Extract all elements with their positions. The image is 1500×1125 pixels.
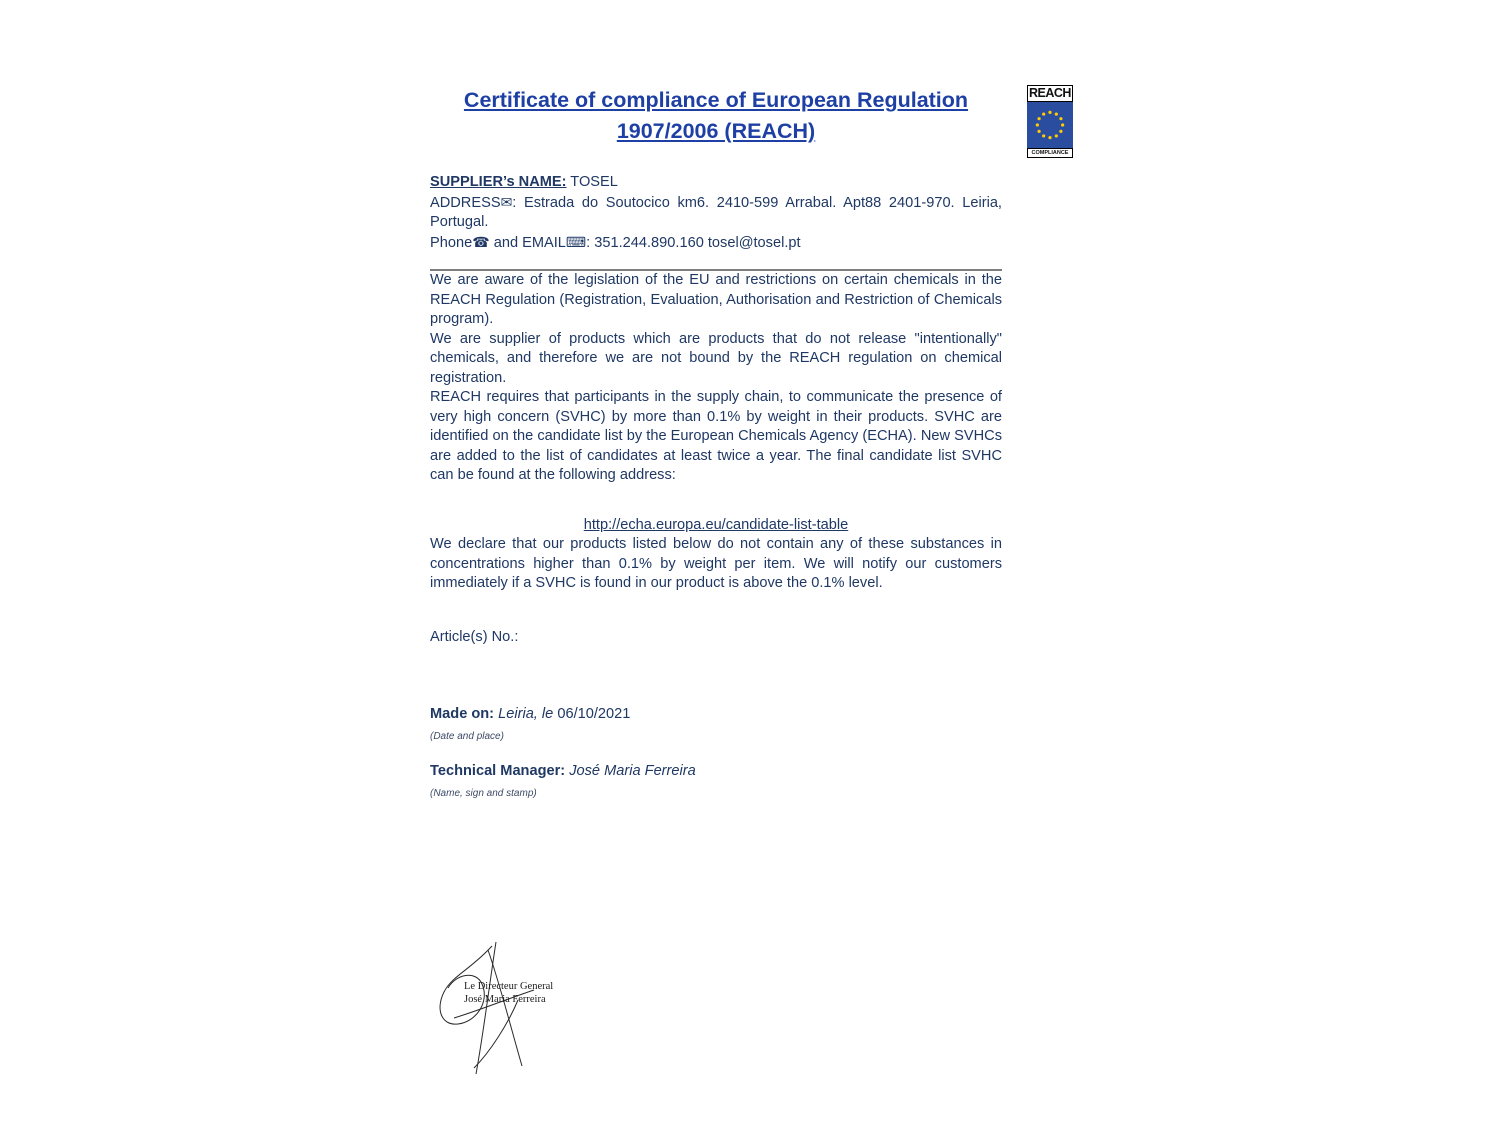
signature-stamp-text xyxy=(464,980,634,1006)
candidate-list-link-line xyxy=(430,516,1002,536)
supplier-block xyxy=(430,173,1002,253)
supplier-name-value: TOSEL xyxy=(566,174,618,190)
article-number-line: Article(s) No.: xyxy=(430,628,519,645)
page-title-line2: 1907/2006 (REACH) xyxy=(616,119,816,143)
page-title-line1: Certificate of compliance of European Regulation xyxy=(463,88,969,112)
signature-stamp-line2: José Maria Ferreira xyxy=(464,994,546,1005)
supplier-address-line xyxy=(430,193,1002,233)
made-on-place: Leiria, le xyxy=(494,706,558,722)
paragraph-supplier-statement: We are supplier of products which are products that do not release "intentionally" chemicals, and therefore we are not bound by the REACH regulation on chemical registration. xyxy=(430,330,1002,386)
paragraph-reach-awareness: We are aware of the legislation of the EU and restrictions on certain chemicals in the REACH Regulation (Registration, Evaluation, Authorisation and Restriction of Chemicals program). xyxy=(430,272,1002,327)
supplier-phone-line xyxy=(430,233,1002,254)
phone-label: Phone xyxy=(430,234,473,251)
supplier-name-label: SUPPLIER’s NAME: xyxy=(430,174,567,190)
reach-logo-title: REACH xyxy=(1027,85,1073,102)
phone-email-value: : 351.244.890.160 tosel@tosel.pt xyxy=(586,234,801,251)
signature-area xyxy=(430,940,690,1080)
phone-mid-label: and EMAIL xyxy=(489,234,566,251)
phone-icon: ☎ xyxy=(472,233,490,250)
made-on-label: Made on: xyxy=(430,706,495,722)
technical-manager-label: Technical Manager: xyxy=(430,763,566,779)
paragraph-declaration: We declare that our products listed below do not contain any of these substances in concentrations higher than 0.1% by weight per item. We will notify our customers immediately if a SVHC is found in our product is above the 0.1% level. xyxy=(430,536,1002,591)
signature-stamp-line1: Le Directeur General xyxy=(464,981,554,992)
made-on-date: 06/10/2021 xyxy=(557,706,631,722)
made-on-line xyxy=(430,705,1002,725)
eu-flag-icon xyxy=(1027,102,1073,148)
email-device-icon: ⌨ xyxy=(565,233,587,250)
supplier-name-line xyxy=(430,173,1002,193)
technical-manager-line xyxy=(430,762,1002,782)
reach-compliance-logo xyxy=(1027,85,1073,158)
document-content xyxy=(430,85,1002,803)
address-value: : Estrada do Soutocico km6. 2410-599 Arrabal. Apt88 2401-970. Leiria, Portugal. xyxy=(430,194,1002,230)
page-title xyxy=(430,85,1002,147)
made-on-caption: (Date and place) xyxy=(430,730,504,742)
reach-logo-compliance-label: COMPLIANCE xyxy=(1027,148,1073,158)
technical-manager-caption: (Name, sign and stamp) xyxy=(430,787,537,799)
candidate-list-link[interactable]: http://echa.europa.eu/candidate-list-table xyxy=(583,516,849,533)
technical-manager-name: José Maria Ferreira xyxy=(565,763,696,779)
envelope-icon: ✉ xyxy=(500,193,513,210)
paragraph-svhc-requirements: REACH requires that participants in the supply chain, to communicate the presence of very high concern (SVHC) by more than 0.1% by weight in their products. SVHC are identified on the candidate list by the European Chemicals Agency (ECHA). New SVHCs are added to the list of candidates at least twice a year. The final candidate list SVHC can be found at the following address: xyxy=(430,389,1002,483)
signature-scribble-icon xyxy=(430,940,610,1080)
address-label: ADDRESS xyxy=(430,194,501,211)
